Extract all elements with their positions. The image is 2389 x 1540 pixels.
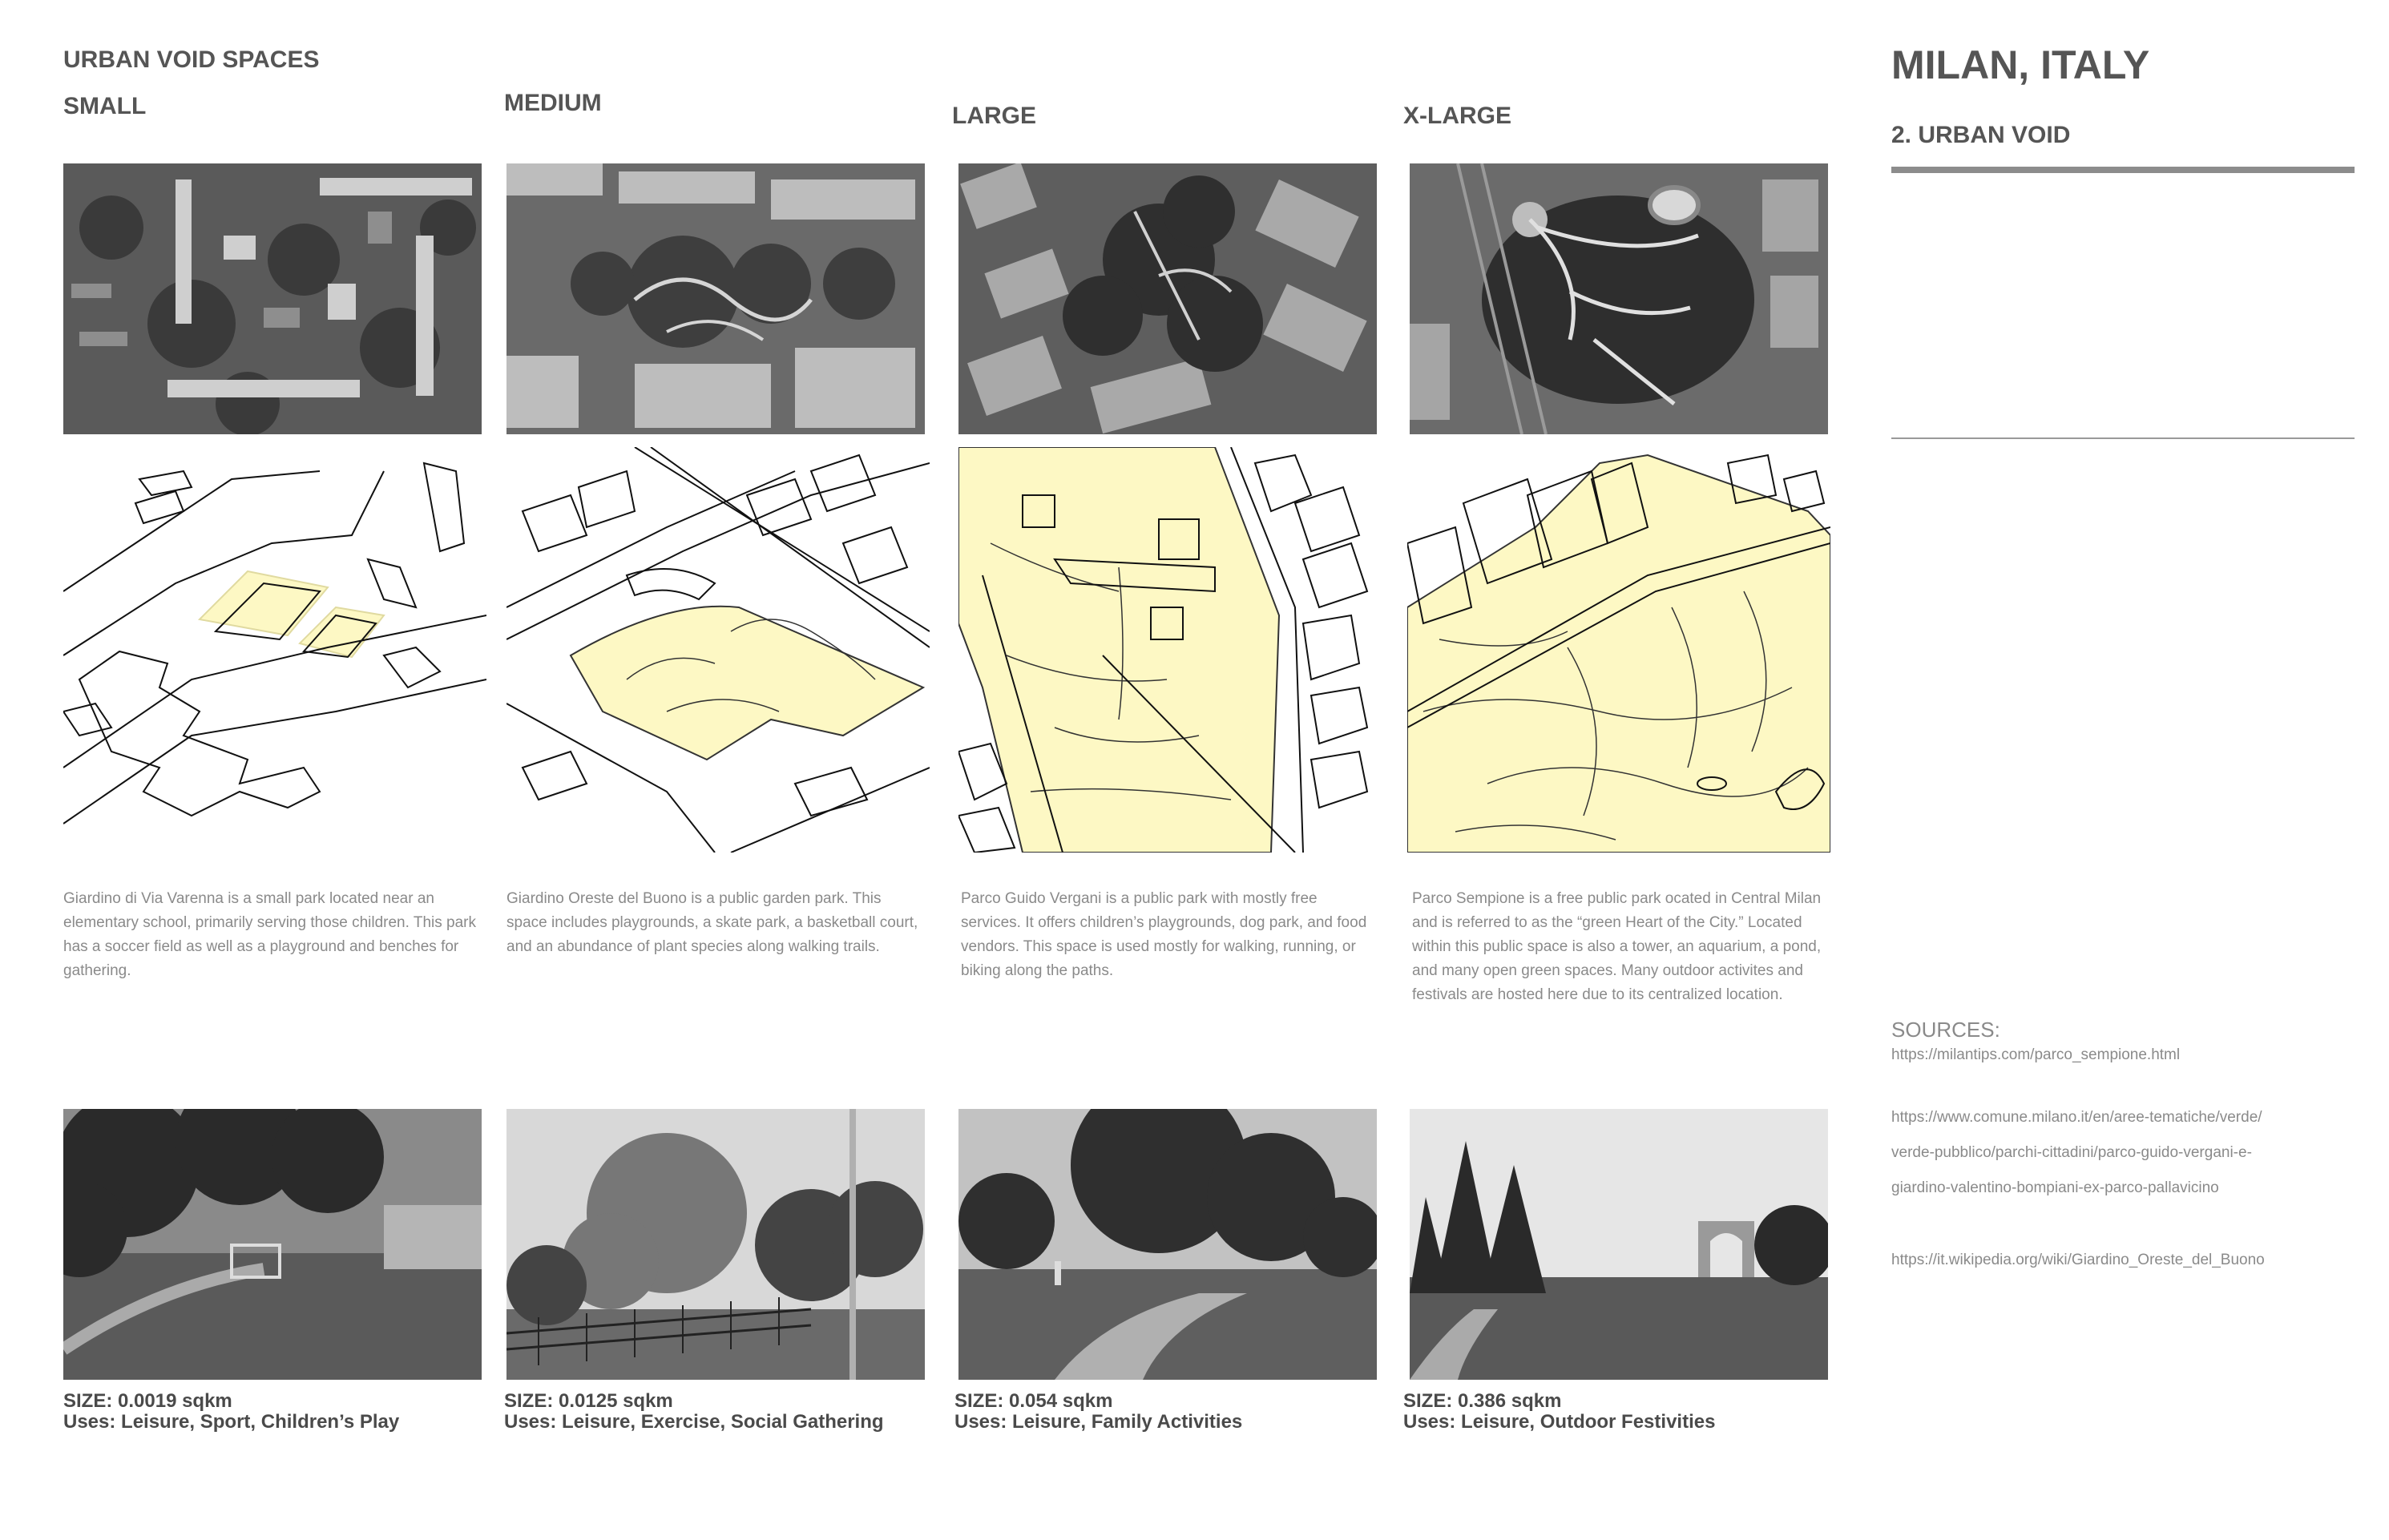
column-title-medium: MEDIUM [504, 90, 602, 116]
street-photo-medium [506, 1109, 925, 1380]
column-title-large: LARGE [952, 103, 1036, 129]
description-small: Giardino di Via Varenna is a small park located near an elementary school, primarily serving those children. This park has a soccer field as well as a playground and benches for gathering. [63, 890, 476, 979]
section-divider-thin [1891, 437, 2355, 439]
aerial-photo-large [958, 163, 1377, 434]
size-value-large: SIZE: 0.054 sqkm [954, 1390, 1113, 1412]
description-large: Parco Guido Vergani is a public park with mostly free services. It offers children’s playgrounds, dog park, and food vendors. This space is used mostly for walking, running, or biking along the paths. [961, 890, 1367, 979]
section-divider-thick [1891, 167, 2355, 173]
axonometric-map-small [63, 447, 486, 853]
source-link-2-line-1[interactable]: https://www.comune.milano.it/en/aree-tematiche/verde/ [1891, 1109, 2262, 1126]
source-link-2-line-2[interactable]: verde-pubblico/parchi-cittadini/parco-guido-vergani-e- [1891, 1144, 2252, 1161]
description-xlarge: Parco Sempione is a free public park ocated in Central Milan and is referred to as the “green Heart of the City.” Located within this public space is also a tower, an aquarium, a pond, and many open green spaces. Many outdoor activites and festivals are hosted here due to its centralized location. [1412, 890, 1822, 1003]
source-link-3[interactable]: https://it.wikipedia.org/wiki/Giardino_Oreste_del_Buono [1891, 1252, 2265, 1268]
axonometric-map-large [958, 447, 1382, 853]
street-photo-small [63, 1109, 482, 1380]
city-title: MILAN, ITALY [1891, 42, 2150, 87]
uses-value-large: Uses: Leisure, Family Activities [954, 1411, 1243, 1433]
column-title-xlarge: X-LARGE [1403, 103, 1511, 129]
uses-value-small: Uses: Leisure, Sport, Children’s Play [63, 1411, 400, 1433]
source-link-1[interactable]: https://milantips.com/parco_sempione.html [1891, 1046, 2181, 1063]
sources-label: SOURCES: [1891, 1018, 2000, 1042]
section-title: 2. URBAN VOID [1891, 122, 2071, 148]
axonometric-map-medium [506, 447, 930, 853]
aerial-photo-xlarge [1410, 163, 1828, 434]
axonometric-map-xlarge [1407, 447, 1830, 853]
stats-xlarge [1403, 1391, 1715, 1433]
size-value-xlarge: SIZE: 0.386 sqkm [1403, 1390, 1562, 1412]
street-photo-large [958, 1109, 1377, 1380]
stats-large [954, 1391, 1242, 1433]
size-value-medium: SIZE: 0.0125 sqkm [504, 1390, 673, 1412]
column-title-small: SMALL [63, 93, 147, 119]
uses-value-xlarge: Uses: Leisure, Outdoor Festivities [1403, 1411, 1716, 1433]
street-photo-xlarge [1410, 1109, 1828, 1380]
page-title: URBAN VOID SPACES [63, 46, 320, 73]
aerial-photo-small [63, 163, 482, 434]
aerial-photo-medium [506, 163, 925, 434]
stats-medium [504, 1391, 884, 1433]
size-value-small: SIZE: 0.0019 sqkm [63, 1390, 232, 1412]
stats-small [63, 1391, 399, 1433]
source-link-2-line-3[interactable]: giardino-valentino-bompiani-ex-parco-pallavicino [1891, 1179, 2219, 1196]
description-medium: Giardino Oreste del Buono is a public garden park. This space includes playgrounds, a skate park, a basketball court, and an abundance of plant species along walking trails. [506, 890, 918, 955]
uses-value-medium: Uses: Leisure, Exercise, Social Gathering [504, 1411, 884, 1433]
